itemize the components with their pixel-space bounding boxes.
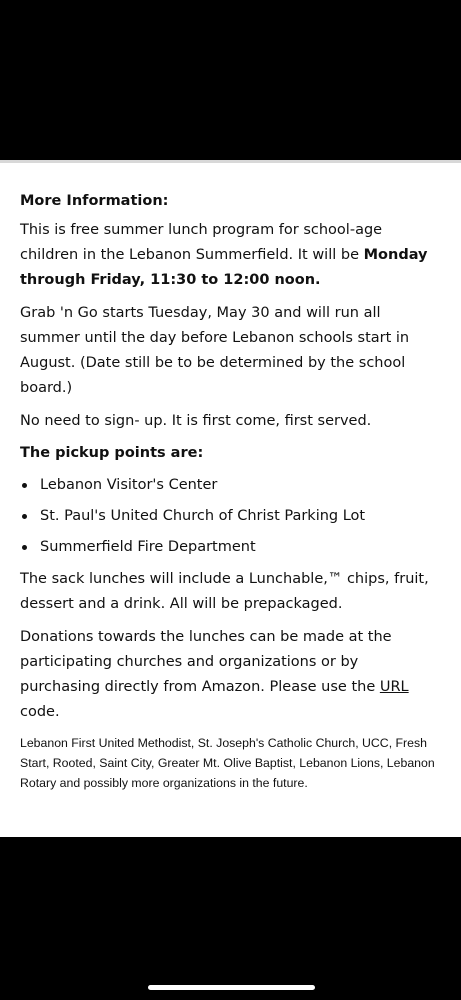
sack-lunch-paragraph: The sack lunches will include a Lunchable,™ chips, fruit, dessert and a drink. All will be prepackaged. <box>20 571 429 612</box>
sponsors-footer: Lebanon First United Methodist, St. Joseph's Catholic Church, UCC, Fresh Start, Rooted, Saint City, Greater Mt. Olive Baptist, Lebanon Lions, Lebanon Rotary and possibly more organizations in the future. <box>20 736 435 790</box>
bullet-icon <box>22 514 27 519</box>
grab-and-go-paragraph: Grab 'n Go starts Tuesday, May 30 and will run all summer until the day before Lebanon schools start in August. (Date still be to be determined by the school board.) <box>20 305 410 396</box>
more-info-heading: More Information: <box>20 193 169 209</box>
bullet-icon <box>22 483 27 488</box>
intro-paragraph <box>20 218 440 293</box>
document-top-edge <box>0 160 461 163</box>
url-word: URL <box>379 679 409 695</box>
home-indicator[interactable] <box>148 985 315 990</box>
intro-text: This is free summer lunch program for school-age children in the Lebanon Summerfield. It will be <box>20 222 383 263</box>
bottom-black-bar <box>0 837 461 1000</box>
donations-tail: code. <box>20 704 60 720</box>
donations-text: Donations towards the lunches can be made at the participating churches and organizations or by purchasing directly from Amazon. Please use the <box>20 629 392 695</box>
schedule-text: Monday through Friday, 11:30 to 12:00 noon. <box>20 247 428 288</box>
pickup-heading: The pickup points are: <box>20 445 204 461</box>
list-item: St. Paul's United Church of Christ Parking Lot <box>20 501 461 532</box>
signup-paragraph: No need to sign- up. It is first come, first served. <box>20 413 372 429</box>
pickup-points-list <box>20 470 461 563</box>
flyer-document <box>0 160 461 837</box>
list-item: Summerfield Fire Department <box>20 532 461 563</box>
top-black-bar <box>0 0 461 160</box>
list-item: Lebanon Visitor's Center <box>20 470 461 501</box>
donations-paragraph <box>20 625 440 725</box>
bullet-icon <box>22 545 27 550</box>
